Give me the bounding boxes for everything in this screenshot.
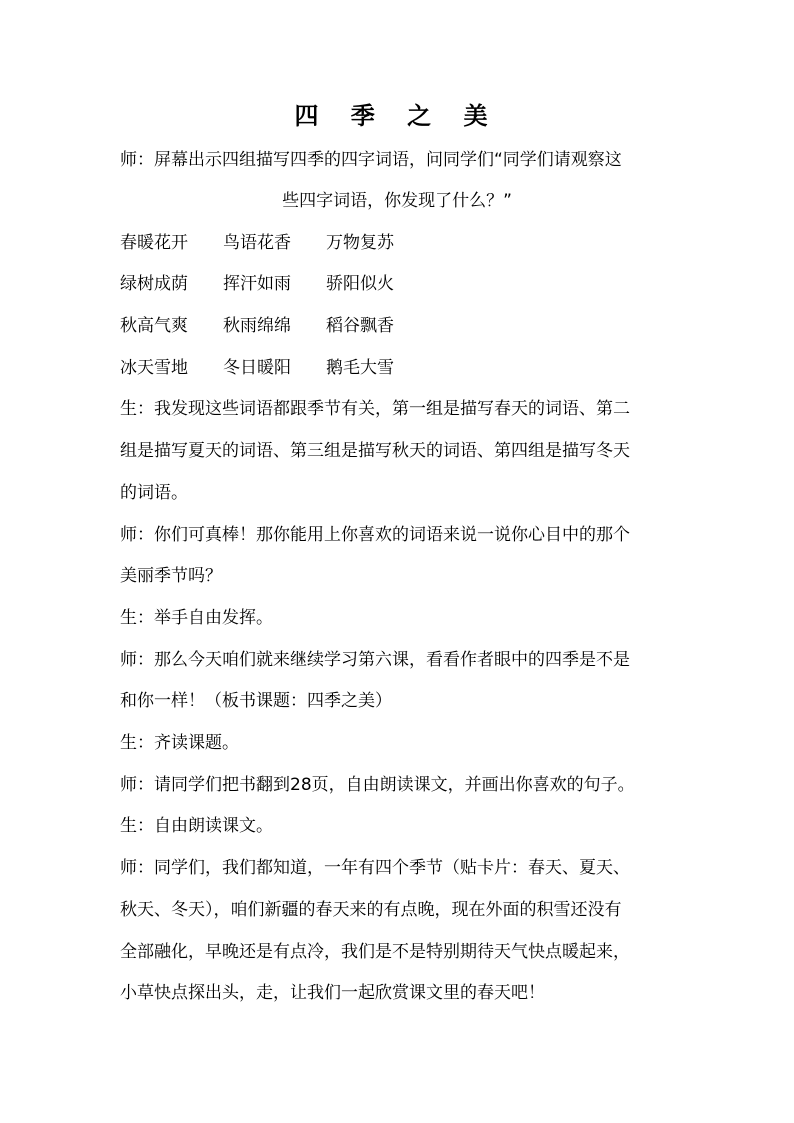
paragraph-line: 师：那么今天咱们就来继续学习第六课，看看作者眼中的四季是不是 [120,650,630,670]
paragraph-line: 组是描写夏天的词语、第三组是描写秋天的词语、第四组是描写冬天 [120,441,630,461]
word-item: 挥汗如雨 [223,274,291,294]
word-item: 鹅毛大雪 [326,358,394,378]
word-group-spring [120,231,680,255]
paragraph-line: 全部融化，早晚还是有点冷，我们是不是特别期待天气快点暖起来， [120,942,630,962]
page-title: 四 季 之 美 [294,102,500,130]
word-group-autumn [120,314,680,338]
paragraph-line: 和你一样！（板书课题：四季之美） [120,691,392,711]
paragraph-line: 的词语。 [120,483,188,503]
paragraph-line: 小草快点探出头，走，让我们一起欣赏课文里的春天吧！ [120,983,545,1003]
word-item: 冬日暖阳 [223,358,291,378]
paragraph-line: 生：我发现这些词语都跟季节有关，第一组是描写春天的词语、第二 [120,399,630,419]
word-item: 冰天雪地 [120,358,188,378]
paragraph-line: 师：同学们，我们都知道，一年有四个季节（贴卡片：春天、夏天、 [120,858,630,878]
word-group-winter [120,356,680,380]
word-item: 稻谷飘香 [326,316,394,336]
word-item: 万物复苏 [326,233,394,253]
word-item: 鸟语花香 [223,233,291,253]
intro-line-2: 些四字词语，你发现了什么？” [282,191,512,211]
paragraph-line: 生：举手自由发挥。 [120,608,273,628]
word-item: 秋高气爽 [120,316,188,336]
paragraph-line: 秋天、冬天），咱们新疆的春天来的有点晚，现在外面的积雪还没有 [120,900,622,920]
word-item: 骄阳似火 [326,274,394,294]
paragraph-line: 师：你们可真棒！那你能用上你喜欢的词语来说一说你心目中的那个 [120,525,630,545]
word-group-summer [120,272,680,296]
word-item: 绿树成荫 [120,274,188,294]
paragraph-line: 生：齐读课题。 [120,733,239,753]
paragraph-line: 师：请同学们把书翻到28页，自由朗读课文，并画出你喜欢的句子。 [120,775,635,795]
paragraph-line: 生：自由朗读课文。 [120,816,273,836]
intro-line-1: 师：屏幕出示四组描写四季的四字词语，问同学们“同学们请观察这 [120,150,622,170]
paragraph-line: 美丽季节吗？ [120,566,222,586]
word-item: 秋雨绵绵 [223,316,291,336]
word-item: 春暖花开 [120,233,188,253]
